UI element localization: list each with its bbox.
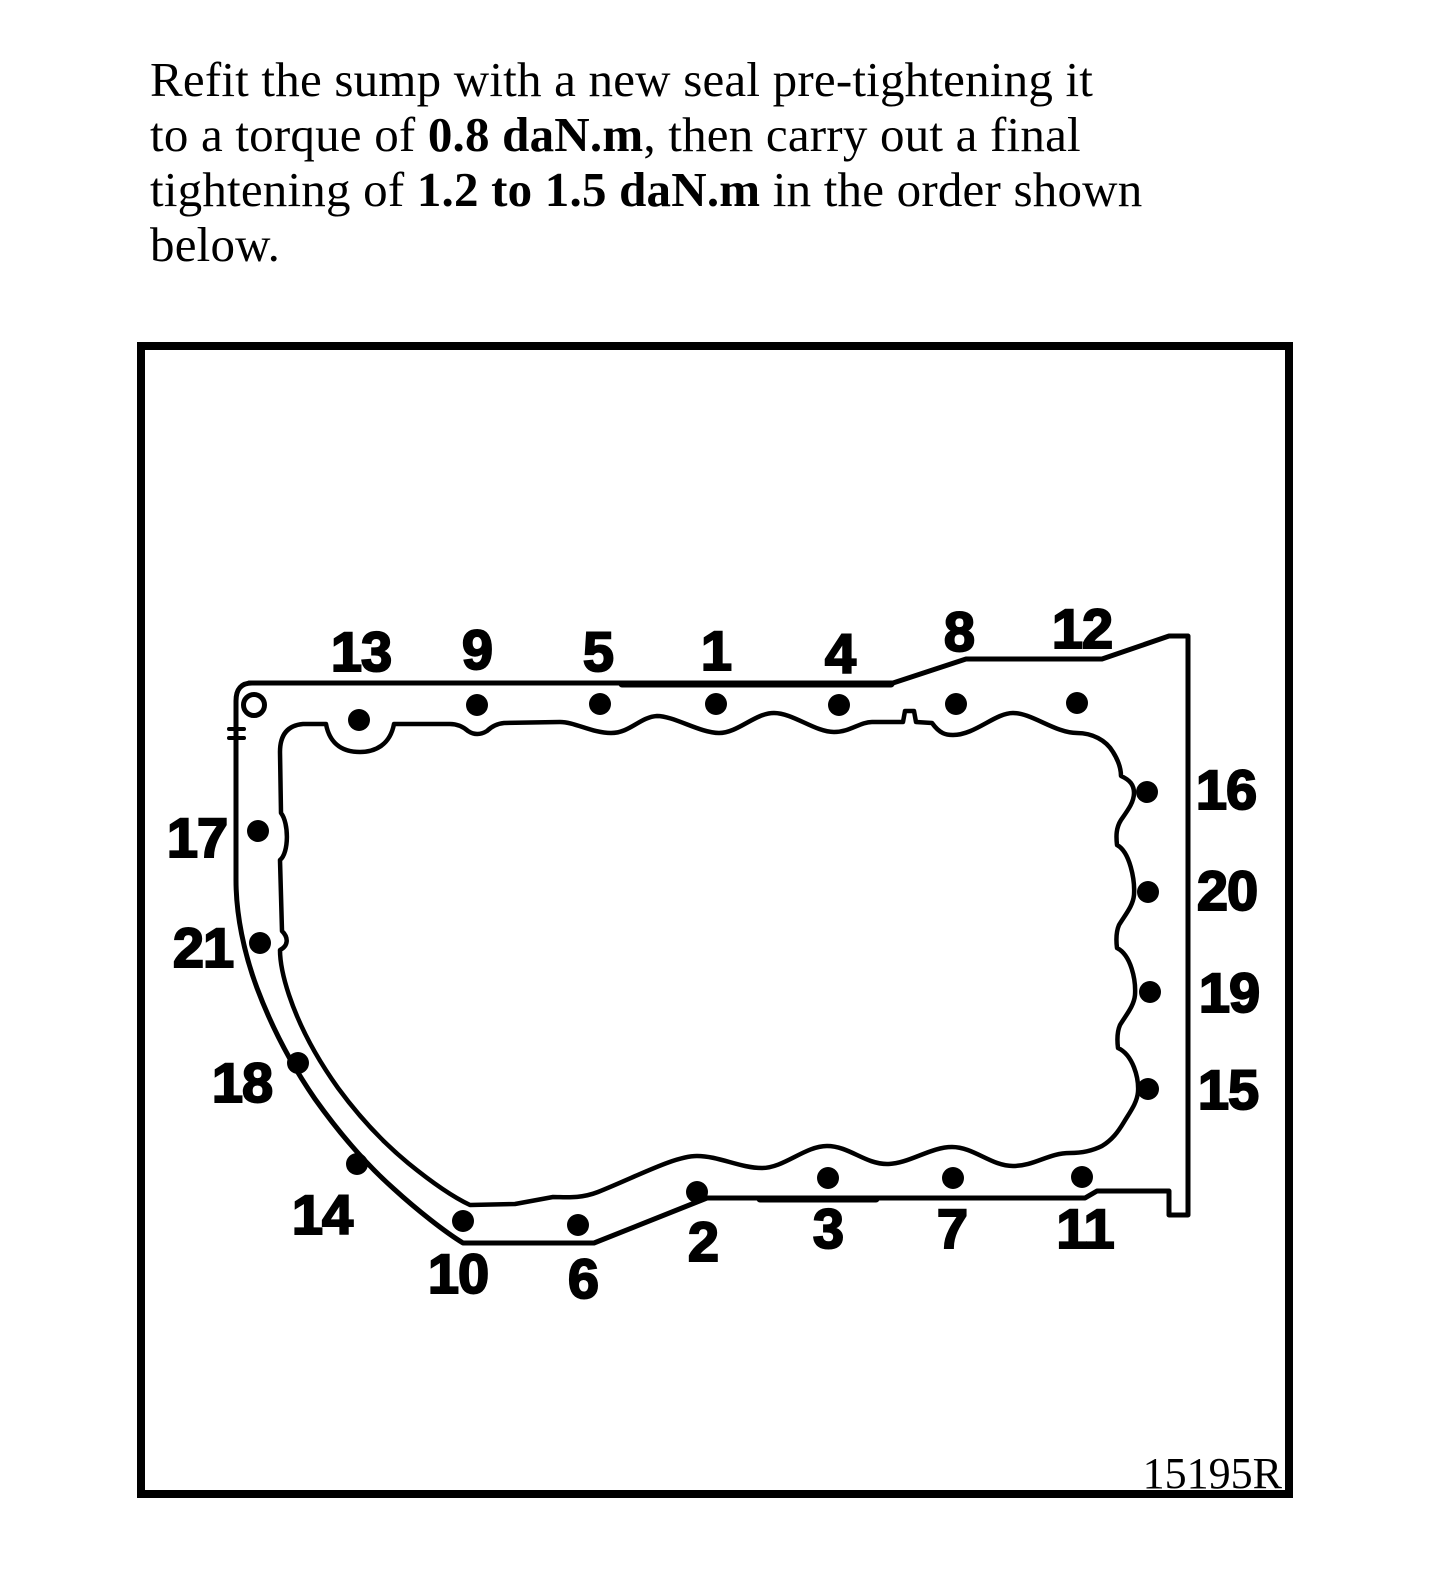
bolt-order-number-11: 11: [1056, 1197, 1114, 1260]
bolt-hole-dot-12: [1066, 692, 1088, 714]
torque-value: 0.8 daN.m: [427, 107, 644, 162]
bolt-hole-dot-14: [346, 1153, 368, 1175]
bolt-order-number-9: 9: [461, 618, 493, 681]
gasket-outer-outline: [236, 636, 1188, 1243]
instruction-text: Refit the sump with a new seal pre-tightening it: [150, 52, 1094, 107]
figure-reference-number: 15195R: [1142, 1449, 1282, 1498]
instruction-text: tightening of: [150, 162, 417, 217]
bolt-hole-dot-9: [466, 694, 488, 716]
bolt-hole-dot-17: [247, 820, 269, 842]
bolt-order-number-1: 1: [700, 619, 732, 682]
bolt-hole-dot-6: [567, 1214, 589, 1236]
instruction-text: below.: [150, 217, 281, 272]
bolt-order-number-2: 2: [687, 1210, 719, 1273]
bolt-order-number-16: 16: [1195, 758, 1257, 821]
bolt-order-number-18: 18: [211, 1051, 273, 1114]
instruction-text: , then carry out a final: [643, 107, 1081, 162]
bolt-order-number-15: 15: [1197, 1058, 1259, 1121]
instruction-text: in the order shown: [760, 162, 1143, 217]
bolt-order-number-10: 10: [427, 1242, 489, 1305]
bolt-order-number-7: 7: [936, 1197, 968, 1260]
bolt-order-number-5: 5: [582, 620, 614, 683]
bolt-hole-dot-13: [348, 709, 370, 731]
bolt-hole-dot-7: [942, 1167, 964, 1189]
bolt-hole-dot-11: [1071, 1166, 1093, 1188]
bolt-hole-dot-19: [1139, 981, 1161, 1003]
bolt-order-number-4: 4: [824, 622, 856, 685]
bolt-order-number-3: 3: [812, 1197, 844, 1260]
bolt-hole-dot-4: [828, 694, 850, 716]
bolt-order-number-20: 20: [1196, 859, 1258, 922]
bolt-hole-dot-15: [1137, 1078, 1159, 1100]
bolt-hole-dot-18: [287, 1052, 309, 1074]
bolt-order-number-6: 6: [567, 1247, 599, 1310]
bolt-hole-dot-5: [589, 693, 611, 715]
bolt-hole-dot-21: [249, 932, 271, 954]
instruction-text: to a torque of: [150, 107, 428, 162]
bolt-hole-dot-3: [817, 1167, 839, 1189]
bolt-hole-dot-20: [1137, 881, 1159, 903]
bolt-order-number-13: 13: [330, 620, 392, 683]
bolt-hole-dot-2: [686, 1181, 708, 1203]
bolt-hole-dot-1: [705, 693, 727, 715]
bolt-hole-dot-10: [452, 1210, 474, 1232]
bolt-hole-dot-16: [1136, 781, 1158, 803]
bolt-order-number-21: 21: [172, 916, 234, 979]
bolt-order-number-17: 17: [166, 806, 228, 869]
dowel-hole-open-circle: [244, 695, 265, 716]
figure-border: [141, 346, 1289, 1494]
torque-value: 1.2 to 1.5 daN.m: [416, 162, 761, 217]
bolt-order-number-12: 12: [1051, 597, 1113, 660]
gasket-inner-outline: [280, 711, 1138, 1205]
bolt-order-number-8: 8: [943, 600, 975, 663]
bolt-order-number-19: 19: [1198, 961, 1260, 1024]
bolt-order-number-14: 14: [291, 1183, 353, 1246]
bolt-hole-dot-8: [945, 693, 967, 715]
